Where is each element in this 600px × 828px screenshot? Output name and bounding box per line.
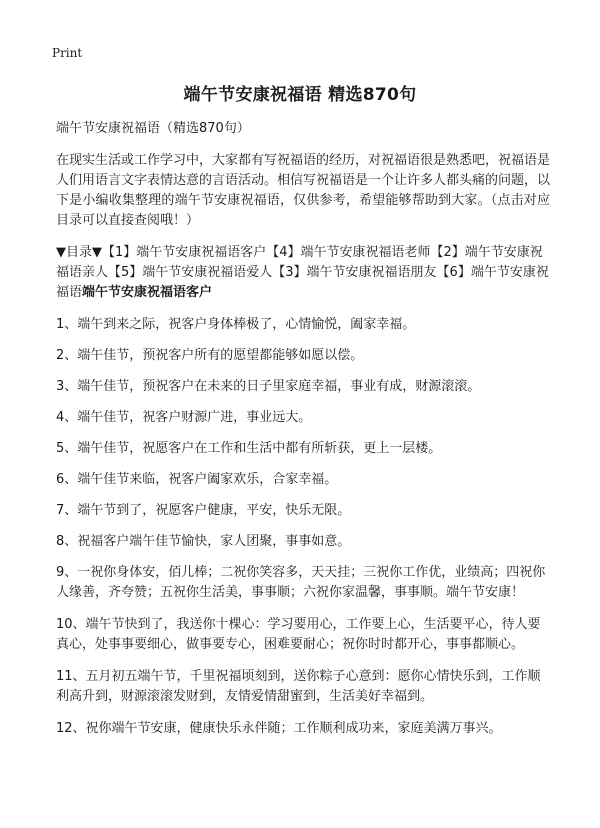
document-body: [56, 119, 550, 751]
list-item: 7、端午节到了，祝愿客户健康，平安，快乐无限。: [56, 503, 351, 518]
list-item: 10、端午节快到了，我送你十棵心：学习要用心，工作要上心，生活要平心，待人要真心，处事事要细心，做事要专心，困难要耐心；祝你时时都开心，事事都顺心。: [56, 617, 541, 652]
list-item: 3、端午佳节，预祝客户在未来的日子里家庭幸福，事业有成，财源滚滚。: [56, 379, 481, 394]
intro-paragraph: 在现实生活或工作学习中，大家都有写祝福语的经历，对祝福语很是熟悉吧，祝福语是人们用语言文字表情达意的言语活动。相信写祝福语是一个让许多人都头痛的问题，以下是小编收集整理的端午节安康祝福语，仅供参考，希望能够帮助到大家。（点击对应目录可以直接查阅哦！）: [56, 153, 551, 228]
print-label: Print: [52, 46, 83, 60]
list-item: 8、祝福客户端午佳节愉快，家人团聚，事事如意。: [56, 534, 351, 549]
list-item: 12、祝你端午节安康，健康快乐永伴随；工作顺利成功来，家庭美满万事兴。: [56, 721, 502, 736]
list-item: 4、端午佳节，祝客户财源广进，事业远大。: [56, 410, 312, 425]
list-item: 11、五月初五端午节，千里祝福顷刻到，送你粽子心意到：愿你心情快乐到，工作顺利高升到，财源滚滚发财到，友情爱情甜蜜到，生活美好幸福到。: [56, 669, 541, 704]
toc-links[interactable]: ▼目录▼【1】端午节安康祝福语客户【4】端午节安康祝福语老师【2】端午节安康祝福语亲人【5】端午节安康祝福语爱人【3】端午节安康祝福语朋友【6】端午节安康祝福语: [56, 245, 549, 300]
list-item: 6、端午佳节来临，祝客户阖家欢乐，合家幸福。: [56, 472, 338, 487]
list-item: 2、端午佳节，预祝客户所有的愿望都能够如愿以偿。: [56, 348, 364, 363]
list-item: 5、端午佳节，祝愿客户在工作和生活中都有所斩获，更上一层楼。: [56, 441, 442, 456]
table-of-contents: [56, 243, 550, 303]
document-title: 端午节安康祝福语 精选870句: [183, 85, 417, 105]
document-subtitle: 端午节安康祝福语（精选870句）: [56, 121, 250, 136]
list-item: 9、一祝你身体安，佰儿棒；二祝你笑容多，天天挂；三祝你工作优，业绩高；四祝你人缘善，齐夸赞；五祝你生活美，事事顺；六祝你家温馨，事事顺。端午节安康！: [56, 565, 546, 600]
section-heading: 端午节安康祝福语客户: [82, 285, 213, 300]
list-item: 1、端午到来之际，祝客户身体棒极了，心情愉悦，阖家幸福。: [56, 317, 416, 332]
